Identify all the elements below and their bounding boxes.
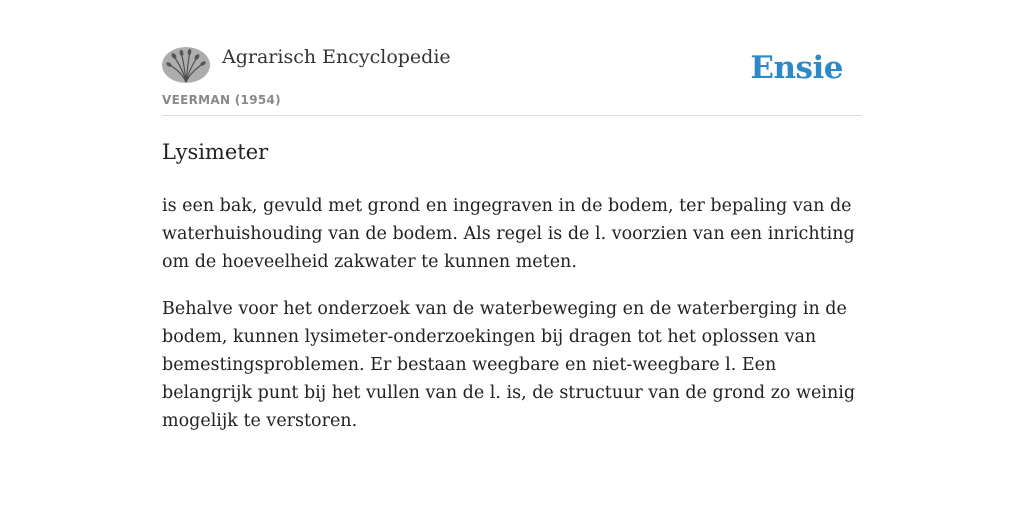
header [162,44,862,116]
wheat-logo-icon[interactable] [162,47,210,83]
encyclopedia-title[interactable]: Agrarisch Encyclopedie [222,46,451,68]
article-body [162,192,862,454]
article-title: Lysimeter [162,140,269,164]
brand-logo[interactable]: Ensie [750,50,843,86]
source-label: VEERMAN (1954) [162,93,281,107]
article-paragraph: is een bak, gevuld met grond en ingegraven in de bodem, ter bepaling van de waterhuishouding van de bodem. Als regel is de l. voorzien van een inrichting om de hoeveelheid zakwater te kunnen meten. [162,196,855,272]
article-paragraph: Behalve voor het onderzoek van de waterbeweging en de waterberging in de bodem, kunnen lysimeter-onderzoekingen bij dragen tot het oplossen van bemestingsproblemen. Er bestaan weegbare en niet-weegbare l. Een belangrijk punt bij het vullen van de l. is, de structuur van de grond zo weinig mogelijk te verstoren. [162,299,856,431]
